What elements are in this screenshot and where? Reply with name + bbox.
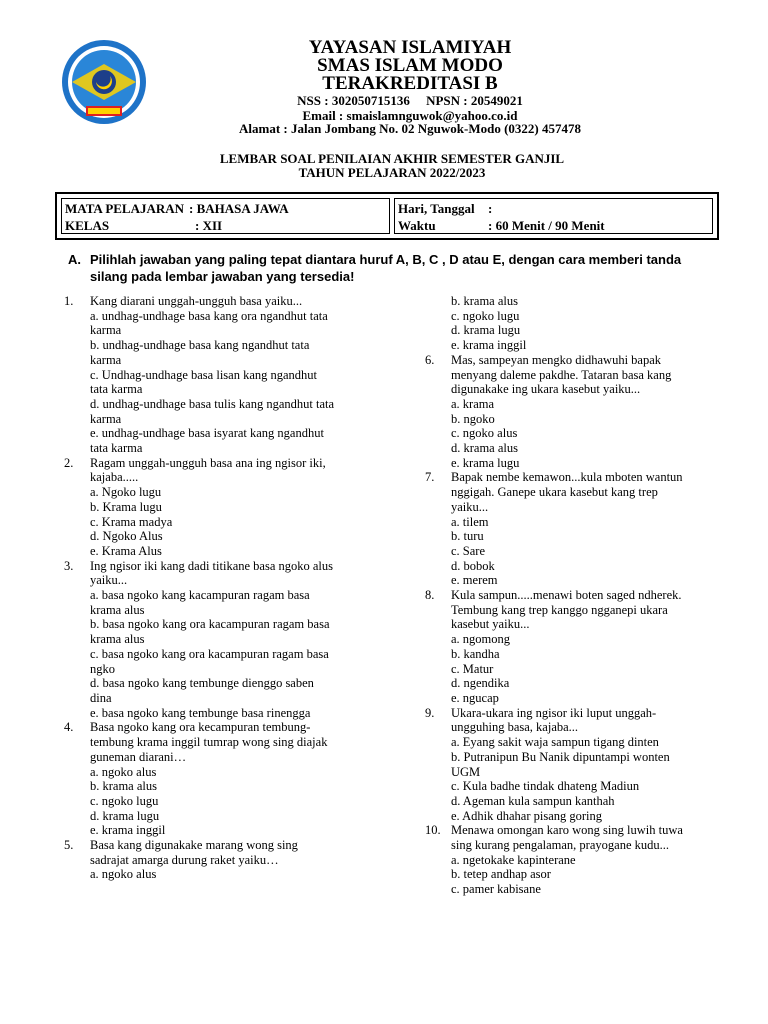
question-number: 5.: [64, 838, 74, 853]
option-a: a. basa ngoko kang kacampuran ragam basa: [90, 588, 310, 603]
option-d: d. krama alus: [451, 441, 518, 456]
question-text-cont: kajaba.....: [90, 470, 139, 485]
question-5: [64, 838, 364, 882]
option-b: b. krama alus: [90, 779, 157, 794]
option-c: c. Krama madya: [90, 514, 173, 529]
school-logo: [50, 38, 158, 126]
question-text-cont: sadrajat amarga durung raket yaiku…: [90, 852, 279, 867]
instruction-line: Pilihlah jawaban yang paling tepat diantara huruf A, B, C , D atau E, dengan cara memberi tanda: [90, 252, 682, 267]
question-number: 8.: [425, 588, 435, 603]
option-e: e. krama lugu: [451, 455, 520, 470]
question-3: [64, 559, 364, 721]
option-e: e. krama inggil: [451, 338, 527, 353]
question-number: 10.: [425, 823, 441, 838]
option-e: e. krama inggil: [90, 823, 166, 838]
option-c: c. basa ngoko kang ora kacampuran ragam basa: [90, 646, 329, 661]
option-b-cont: karma: [90, 352, 122, 367]
foundation-name: YAYASAN ISLAMIYAH: [308, 37, 512, 58]
question-number: 6.: [425, 352, 435, 367]
option-d: d. krama lugu: [451, 323, 521, 338]
question-7: [425, 470, 725, 588]
option-a: a. ngomong: [451, 632, 511, 647]
class-value: : XII: [195, 218, 223, 233]
option-b: b. turu: [451, 529, 484, 544]
question-6: [425, 353, 725, 471]
question-text: Bapak nembe kemawon...kula mboten wantun: [451, 470, 683, 485]
option-c-cont: ngko: [90, 661, 115, 676]
question-9: [425, 706, 725, 824]
instruction-text: [90, 251, 728, 285]
question-number: 4.: [64, 720, 74, 735]
option-e: e. merem: [451, 573, 498, 588]
option-a: a. Ngoko lugu: [90, 485, 162, 500]
option-c: c. ngoko lugu: [90, 793, 159, 808]
question-8: [425, 588, 725, 706]
option-c-cont: tata karma: [90, 382, 143, 397]
questions-right-column: [425, 294, 725, 897]
option-d: d. ngendika: [451, 676, 510, 691]
option-c: c. Matur: [451, 661, 494, 676]
info-left-panel: [61, 198, 390, 234]
option-e: e. Adhik dhahar pisang goring: [451, 808, 603, 823]
question-text: Ukara-ukara ing ngisor iki luput unggah-: [451, 705, 657, 720]
option-e: e. ngucap: [451, 690, 499, 705]
time-value: : 60 Menit / 90 Menit: [488, 218, 605, 233]
question-text: Kula sampun.....menawi boten saged ndherek.: [451, 588, 682, 603]
info-box: [55, 192, 719, 240]
option-c: c. Undhag-undhage basa lisan kang ngandhut: [90, 367, 318, 382]
question-text-cont: tembung krama inggil tumrap wong sing diajak: [90, 735, 328, 750]
option-c: c. ngoko lugu: [451, 308, 520, 323]
option-d: d. bobok: [451, 558, 495, 573]
school-ids: NSS : 302050715136 NPSN : 20549021: [297, 93, 523, 108]
option-b: b. tetep andhap asor: [451, 867, 551, 882]
option-c: c. Kula badhe tindak dhateng Madiun: [451, 779, 640, 794]
option-d-cont: dina: [90, 690, 112, 705]
subject-value: : BAHASA JAWA: [189, 201, 289, 216]
option-a-cont: krama alus: [90, 602, 145, 617]
option-a: a. tilem: [451, 514, 489, 529]
option-d: d. krama lugu: [90, 808, 160, 823]
school-address: Alamat : Jalan Jombang No. 02 Nguwok-Modo (0322) 457478: [239, 121, 581, 136]
question-text: Basa kang digunakake marang wong sing: [90, 838, 298, 853]
option-b: b. basa ngoko kang ora kacampuran ragam basa: [90, 617, 330, 632]
question-text-cont: yaiku...: [90, 573, 128, 588]
option-e: e. undhag-undhage basa isyarat kang ngandhut: [90, 426, 324, 441]
option-e: e. basa ngoko kang tembunge basa rinengga: [90, 705, 311, 720]
question-text-cont: menyang daleme pakdhe. Tataran basa kang: [451, 367, 672, 382]
question-text-cont: Tembung kang trep kanggo ngganepi ukara: [451, 602, 668, 617]
option-e-cont: tata karma: [90, 441, 143, 456]
option-b-cont: krama alus: [90, 632, 145, 647]
option-e: e. Krama Alus: [90, 543, 162, 558]
time-label: Waktu: [398, 218, 436, 233]
question-1: [64, 294, 364, 456]
option-b: b. Krama lugu: [90, 499, 162, 514]
question-number: 9.: [425, 705, 435, 720]
question-text: Ing ngisor iki kang dadi titikane basa ngoko alus: [90, 558, 334, 573]
question-4: [64, 720, 364, 838]
question-text-cont: sing kurang pengalaman, prayogane kudu...: [451, 838, 669, 853]
option-c: c. Sare: [451, 543, 486, 558]
question-2: [64, 456, 364, 559]
option-b: b. ngoko: [451, 411, 495, 426]
question-text-cont: ungguhing basa, kajaba...: [451, 720, 579, 735]
question-number: 1.: [64, 294, 74, 308]
question-text: Menawa omongan karo wong sing luwih tuwa: [451, 823, 683, 838]
class-label: KELAS: [65, 218, 110, 233]
sheet-title: LEMBAR SOAL PENILAIAN AKHIR SEMESTER GANJIL: [219, 151, 565, 166]
option-b: b. kandha: [451, 646, 500, 661]
subject-label: MATA PELAJARAN: [65, 201, 185, 216]
option-d: d. basa ngoko kang tembunge dienggo saben: [90, 676, 314, 691]
option-d: d. Ngoko Alus: [90, 529, 163, 544]
question-text-cont: kasebut yaiku...: [451, 617, 530, 632]
option-c: c. ngoko alus: [451, 426, 518, 441]
question-number: 3.: [64, 558, 74, 573]
question-text: Kang diarani unggah-ungguh basa yaiku...: [90, 294, 303, 308]
option-b: b. krama alus: [451, 294, 518, 308]
question-text-cont: yaiku...: [451, 499, 489, 514]
question-text-cont: nggigah. Ganepe ukara kasebut kang trep: [451, 485, 658, 500]
option-d: d. Ageman kula sampun kanthah: [451, 793, 615, 808]
option-b: b. undhag-undhage basa kang ngandhut tata: [90, 338, 310, 353]
question-10: [425, 823, 725, 897]
question-text: Basa ngoko kang ora kecampuran tembung-: [90, 720, 311, 735]
option-b-cont: UGM: [451, 764, 481, 779]
option-a: a. krama: [451, 396, 495, 411]
school-email: Email : smaislamnguwok@yahoo.co.id: [302, 108, 518, 123]
day-label: Hari, Tanggal: [398, 201, 475, 216]
option-b: b. Putranipun Bu Nanik dipuntampi wonten: [451, 749, 670, 764]
questions-left-column: [64, 294, 364, 882]
option-a: a. ngetokake kapinterane: [451, 852, 576, 867]
option-c: c. pamer kabisane: [451, 882, 541, 897]
school-name: SMAS ISLAM MODO: [317, 55, 503, 76]
instruction-letter: A.: [68, 252, 81, 267]
question-text: Ragam unggah-ungguh basa ana ing ngisor iki,: [90, 455, 326, 470]
accreditation-status: TERAKREDITASI B: [322, 73, 498, 94]
question-text-cont: guneman diarani…: [90, 749, 187, 764]
question-5-continued: [425, 294, 725, 353]
option-a: a. Eyang sakit waja sampun tigang dinten: [451, 735, 659, 750]
instruction-line: silang pada lembar jawaban yang tersedia!: [90, 269, 355, 284]
day-value: :: [488, 201, 493, 216]
question-text: Mas, sampeyan mengko didhawuhi bapak: [451, 352, 662, 367]
option-a: a. undhag-undhage basa kang ora ngandhut tata: [90, 308, 328, 323]
question-text-cont: digunakake ing ukara kasebut yaiku...: [451, 382, 641, 397]
option-a: a. ngoko alus: [90, 764, 157, 779]
option-d-cont: karma: [90, 411, 122, 426]
info-right-panel: [394, 198, 713, 234]
question-number: 2.: [64, 455, 74, 470]
sheet-year: TAHUN PELAJARAN 2022/2023: [298, 165, 486, 180]
option-d: d. undhag-undhage basa tulis kang ngandhut tata: [90, 396, 335, 411]
question-number: 7.: [425, 470, 435, 485]
option-a: a. ngoko alus: [90, 867, 157, 882]
option-a-cont: karma: [90, 323, 122, 338]
